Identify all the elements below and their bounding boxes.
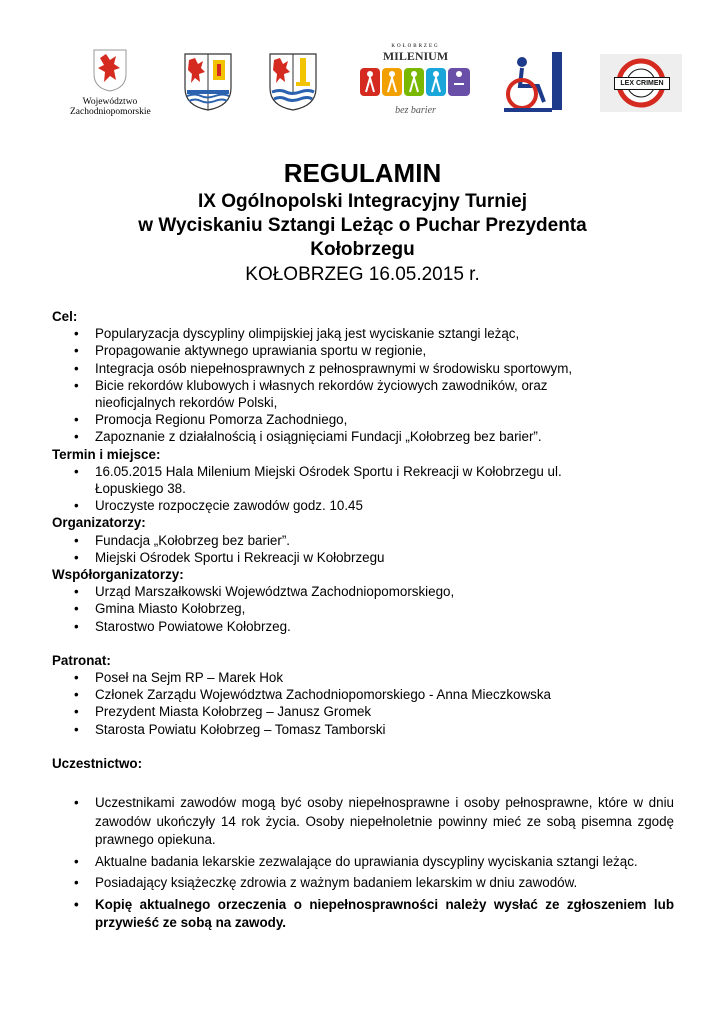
foundation-logo [500,50,566,116]
cel-list [52,325,674,445]
wspolorganizatorzy-list [52,583,674,635]
wojewodztwo-line2: Zachodniopomorskie [70,107,151,117]
wheelchair-icon [500,50,566,116]
griffin-shield-icon [70,48,150,92]
milenium-tagline: bez barier [395,105,436,116]
milenium-logo [358,44,473,122]
list-item: • Aktualne badania lekarskie zezwalające do uprawiania dyscypliny wyciskania sztangi leżąc. [74,853,638,869]
organizatorzy-heading: Organizatorzy: [52,515,146,531]
organizatorzy-list [52,532,674,566]
subtitle-line3: Kołobrzegu [310,239,415,260]
subtitle-line1: IX Ogólnopolski Integracyjny Turniej [197,191,528,212]
list-item: • Fundacja „Kołobrzeg bez barier”. [74,532,291,548]
list-item: • Zapoznanie z działalnością i osiągnięciami Fundacji „Kołobrzeg bez barier”. [74,429,542,445]
title-block [0,158,725,288]
list-item: • Członek Zarządu Województwa Zachodniopomorskiego - Anna Mieczkowska [74,687,551,703]
regulations-content [52,308,674,936]
lex-crimen-label: LEX CRIMEN [614,77,670,90]
milenium-top-text: KOŁOBRZEG [391,44,440,49]
city-shield-icon [268,52,318,112]
milenium-name: MILENIUM [382,49,449,63]
uczestnictwo-list [52,794,674,933]
list-item: • Starostwo Powiatowe Kołobrzeg. [74,618,291,634]
cel-heading: Cel: [52,309,78,324]
kolobrzeg-shield-logo [268,52,318,112]
list-item: • Propagowanie aktywnego uprawiania sportu w regionie, [74,343,427,359]
powiat-shield-icon [183,52,233,112]
termin-heading: Termin i miejsce: [52,446,161,462]
patronat-heading: Patronat: [52,652,111,668]
list-item: • Prezydent Miasta Kołobrzeg – Janusz Gromek [74,704,372,720]
list-item: • Bicie rekordów klubowych i własnych rekordów życiowych zawodników, oraz nieoficjalnych rekordów Polski, [74,377,548,411]
list-item: • Promocja Regionu Pomorza Zachodniego, [74,412,348,428]
wspolorganizatorzy-heading: Współorganizatorzy: [52,567,184,583]
list-item: • Posiadający książeczkę zdrowia z ważnym badaniem lekarskim w dniu zawodów. [74,875,578,891]
list-item: • Uroczyste rozpoczęcie zawodów godz. 10.45 [74,498,363,514]
patronat-list [52,669,674,738]
uczestnictwo-heading: Uczestnictwo: [52,755,143,771]
lex-crimen-logo [600,54,682,112]
list-item: • Starosta Powiatu Kołobrzeg – Tomasz Tamborski [74,721,386,737]
logo-strip [0,0,725,130]
list-item: • Integracja osób niepełnosprawnych z pełnosprawnymi w środowisku sportowym, [74,360,573,376]
list-item: • 16.05.2015 Hala Milenium Miejski Ośrodek Sportu i Rekreacji w Kołobrzegu ul. Łopuskiego 38. [74,463,562,497]
wojewodztwo-logo [70,48,150,118]
page-title: REGULAMIN [283,158,442,188]
list-item: • Urząd Marszałkowski Województwa Zachodniopomorskiego, [74,584,455,600]
event-date: KOŁOBRZEG 16.05.2015 r. [245,264,480,285]
list-item: • Popularyzacja dyscypliny olimpijskiej jaką jest wyciskanie sztangi leżąc, [74,326,520,342]
subtitle-line2: w Wyciskaniu Sztangi Leżąc o Puchar Prezydenta [138,215,587,236]
list-item: • Poseł na Sejm RP – Marek Hok [74,670,284,686]
list-item: • Miejski Ośrodek Sportu i Rekreacji w Kołobrzegu [74,549,385,565]
list-item: • Uczestnikami zawodów mogą być osoby niepełnosprawne i osoby pełnosprawne, które w dniu zawodów ukończyły 14 rok życia. Osoby niepełnoletnie powinny mieć ze sobą pisemna zgodę prawnego opiekuna. [74,795,674,848]
termin-list [52,463,674,515]
list-item: • Kopię aktualnego orzeczenia o niepełnosprawności należy wysłać ze zgłoszeniem lub przywieść ze sobą na zawody. [74,896,674,931]
wojewodztwo-line1: Województwo [82,97,138,107]
sport-pictograms-icon [358,64,473,100]
list-item: • Gmina Miasto Kołobrzeg, [74,601,246,617]
powiat-shield-logo [183,52,233,112]
